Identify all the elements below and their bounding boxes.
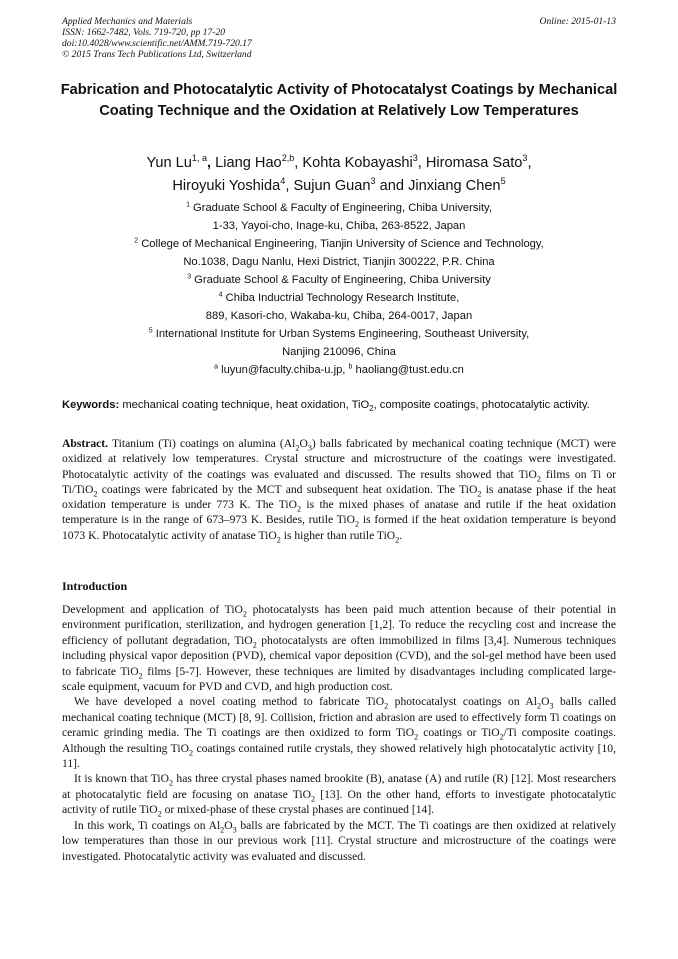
subscript: 2 [499,732,504,742]
subscript: 2 [138,670,143,680]
abstract-label: Abstract. [62,437,109,450]
journal-header [62,16,616,60]
affiliation-1-address: 1-33, Yayoi-cho, Inage-ku, Chiba, 263-8522, Japan [212,220,466,232]
copyright-line: © 2015 Trans Tech Publications Ltd, Switzerland [62,49,252,60]
abstract-text: coatings were fabricated by the MCT and subsequent heat oxidation. The TiO [97,482,478,496]
issn-line: ISSN: 1662-7482, Vols. 719-720, pp 17-20 [62,27,226,38]
affil-text: Graduate School & Faculty of Engineering, Chiba University, [193,202,492,214]
affiliation-4 [50,289,628,307]
subscript: 2 [220,825,225,834]
para-text: photocatalysts has been paid much attention because of their potential in environment purification, sterilization, and hydrogen generation [1,2]. To reduce the recycling cost and increase the efficiency of pollutant degradation, TiO [62,603,616,647]
paper-title: Fabrication and Photocatalytic Activity of Photocatalyst Coatings by Mechanical Coating Technique and the Oxidation at Relatively Low Temperatures [60,82,618,119]
para-text: coatings contained rutile crystals, they showed relatively high photocatalytic activity [10, 11]. [62,741,617,771]
affiliation-4-address: 889, Kasori-cho, Wakaba-ku, Chiba, 264-0017, Japan [205,310,473,322]
subscript: 3 [307,443,312,453]
subscript: 2 [354,519,360,529]
author-sup: 3 [522,153,528,164]
author-name: Liang Hao [215,155,282,171]
affil-text: College of Mechanical Engineering, Tianjin University of Science and Technology, [141,238,544,250]
subscript: 2 [369,404,374,414]
abstract-text: Titanium (Ti) coatings on alumina (Al [111,437,296,450]
para-text: films [5-7]. However, these techniques are limited by disadvantages including complicated large-scale equipment, vacuum for PVD and CVD, and high production cost. [62,664,616,694]
email-link[interactable]: luyun@faculty.chiba-u.jp, [221,364,346,376]
subscript: 2 [169,778,174,788]
para-text: We have developed a novel coating method to fabricate TiO [74,695,385,709]
doi-line: doi:10.4028/www.scientific.net/AMM.719-720.17 [62,38,252,49]
para-text: In this work, Ti coatings on Al [74,818,221,832]
abstract-text: films on Ti or Ti/TiO [62,467,616,496]
subscript: 2 [157,809,162,819]
keywords-text: mechanical coating technique, heat oxidation, TiO [122,399,370,411]
para-text: photocatalyst coatings on Al [388,695,538,709]
abstract-text: is formed if the heat oxidation temperature is beyond 1073 K. Photocatalytic activity of anatase TiO [62,513,616,542]
author-sup: 5 [500,176,506,187]
section-heading-introduction: Introduction [62,579,128,593]
online-date: Online: 2015-01-13 [539,16,616,27]
author-sup: 1, a [191,153,208,164]
subscript: 2 [295,443,300,453]
paragraph [62,818,616,864]
author-name: Hiroyuki Yoshida [172,178,281,194]
subscript: 2 [93,489,98,499]
abstract-text: is higher than rutile TiO [280,528,396,542]
author-name: Kohta Kobayashi [302,155,413,171]
abstract [62,436,616,543]
keywords [62,398,616,413]
email-marker: b [348,363,353,371]
para-text: balls called mechanical coating technique (MCT) [8, 9]. Collision, friction and abrasion are used to effectively form Ti coatings on ceramic grinding media. The Ti coatings are then oxidized to form TiO [62,695,616,740]
affil-text: Graduate School & Faculty of Engineering, Chiba University [194,274,491,286]
affiliation-5-address: Nanjing 210096, China [282,346,396,358]
email-line [50,361,628,379]
subscript: 2 [188,747,194,757]
abstract-text: O [299,437,308,450]
affiliations [50,199,628,379]
para-text: Development and application of TiO [62,603,243,616]
email-marker: a [214,363,218,371]
abstract-text: is the mixed phases of anatase and rutile if the heat oxidation temperature is in the range of 673–973 K. Besides, rutile TiO [62,498,616,527]
subscript: 2 [252,640,257,650]
subscript: 2 [242,609,247,619]
author-name: Hiromasa Sato [425,155,523,171]
para-text: or mixed-phase of these crystal phases are continued [14]. [161,803,435,817]
author-name: Yun Lu [146,155,192,171]
author-name: Sujun Guan [293,178,371,194]
paragraph [62,602,616,694]
subscript: 2 [276,535,281,545]
affiliation-5 [50,325,628,343]
subscript: 2 [536,473,541,483]
author-sup: 4 [280,176,286,187]
affil-marker: 2 [134,237,139,245]
subscript: 2 [311,794,316,804]
affiliation-2 [50,235,628,253]
para-text: It is known that TiO [74,772,170,786]
abstract-text: ) balls fabricated by mechanical coating technique (MCT) were oxidized at relatively low temperatures. Crystal structure and microstructure of the coatings were investigated. Photocatalytic activity of the coatings was evaluated and discussed. The results showed that TiO [62,437,616,481]
para-text: balls are fabricated by the MCT. The Ti coatings are then oxidized at relatively low temperatures than those in our previous work [11]. Crystal structure and microstructure of the coatings were investigated. Photocatalytic activity was evaluated and discussed. [62,818,616,863]
subscript: 3 [232,825,237,834]
para-text: photocatalysts are often immobilized in films [3,4]. Numerous techniques including physical vapor deposition (PVD), chemical vapor deposition (CVD), and the sol-gel method have been used to fabricate TiO [62,633,616,678]
abstract-text: is anatase phase if the heat oxidation temperature is under 773 K. The TiO [62,482,616,512]
author-name: Jinxiang Chen [408,178,501,194]
author-sup: 2,b [281,153,295,164]
abstract-text: . [399,528,403,542]
author-sup: 3 [370,176,376,187]
subscript: 3 [549,701,554,711]
subscript: 2 [414,732,419,742]
affil-marker: 3 [187,273,192,281]
affil-marker: 5 [148,327,153,335]
para-text: O [541,695,550,709]
paragraph [62,694,616,771]
subscript: 2 [537,701,542,711]
journal-name: Applied Mechanics and Materials [62,16,193,27]
subscript: 2 [297,504,302,514]
affil-marker: 4 [218,291,223,299]
keywords-text: , composite coatings, photocatalytic activity. [373,399,590,411]
affil-marker: 1 [186,201,190,209]
email-link[interactable]: haoliang@tust.edu.cn [355,364,464,376]
para-text: O [224,818,233,832]
keywords-label: Keywords: [62,399,120,411]
para-text: coatings or TiO [418,726,500,740]
author-list: Yun Lu$^{1, a}$, Liang Hao$^{2,b}$, Kohta Kobayashi$^3$, Hiromasa Sato$^3$, Hiroyuki Yoshida$^4$, Sujun Guan$^3$ and Jinxiang Chen$^5$ [146,153,532,194]
paragraph [62,771,616,817]
introduction-body [62,602,616,864]
affiliation-3 [50,271,628,289]
author-and: and [379,178,404,194]
affiliation-2-address: No.1038, Dagu Nanlu, Hexi District, Tianjin 300222, P.R. China [183,256,495,268]
para-text: [13]. On the other hand, efforts to investigate photocatalytic activity of rutile TiO [62,787,617,817]
subscript: 2 [477,489,482,499]
subscript: 2 [384,701,389,711]
para-text: /Ti composite coatings. Although the resulting TiO [62,726,616,755]
affil-text: International Institute for Urban Systems Engineering, Southeast University, [155,328,530,340]
subscript: 2 [395,535,400,545]
affiliation-1 [50,199,628,217]
para-text: has three crystal phases named brookite (B), anatase (A) and rutile (R) [12]. Most researchers at photocatalytic field are focusing on anatase TiO [62,772,616,801]
affil-text: Chiba Inductrial Technology Research Institute, [225,292,460,304]
author-sup: 3 [412,153,418,164]
